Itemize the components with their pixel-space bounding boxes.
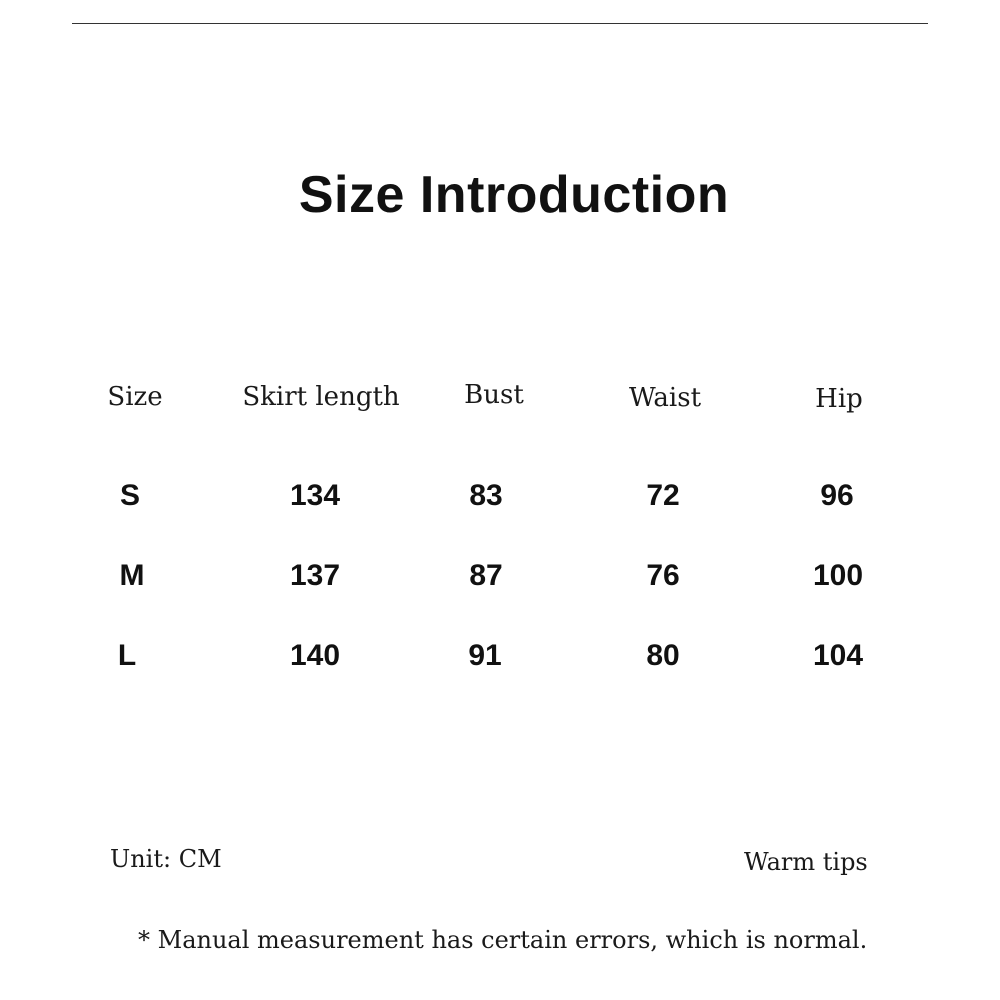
table-cell-waist: 80 bbox=[646, 639, 680, 672]
table-cell-bust: 87 bbox=[469, 559, 503, 592]
warm-tips-label: Warm tips bbox=[744, 848, 868, 876]
header-size: Size bbox=[107, 382, 163, 412]
table-cell-waist: 76 bbox=[646, 559, 680, 592]
table-cell-skirt-length: 137 bbox=[289, 559, 341, 592]
table-cell-size: M bbox=[119, 559, 145, 592]
header-skirt-length: Skirt length bbox=[242, 382, 400, 412]
table-cell-bust: 91 bbox=[468, 639, 502, 672]
table-cell-bust: 83 bbox=[469, 479, 503, 512]
table-cell-size: L bbox=[117, 639, 137, 672]
table-cell-hip: 96 bbox=[820, 479, 854, 512]
measurement-note: * Manual measurement has certain errors, which is normal. bbox=[138, 926, 868, 954]
page-title: Size Introduction bbox=[298, 166, 730, 224]
table-cell-waist: 72 bbox=[646, 479, 680, 512]
header-waist: Waist bbox=[628, 383, 702, 413]
unit-label: Unit: CM bbox=[110, 845, 222, 873]
table-cell-hip: 104 bbox=[812, 639, 864, 672]
table-cell-skirt-length: 140 bbox=[289, 639, 341, 672]
table-cell-hip: 100 bbox=[812, 559, 864, 592]
table-cell-size: S bbox=[119, 479, 141, 512]
header-hip: Hip bbox=[815, 384, 863, 414]
top-divider bbox=[72, 23, 928, 24]
header-bust: Bust bbox=[464, 380, 524, 410]
table-cell-skirt-length: 134 bbox=[289, 479, 341, 512]
